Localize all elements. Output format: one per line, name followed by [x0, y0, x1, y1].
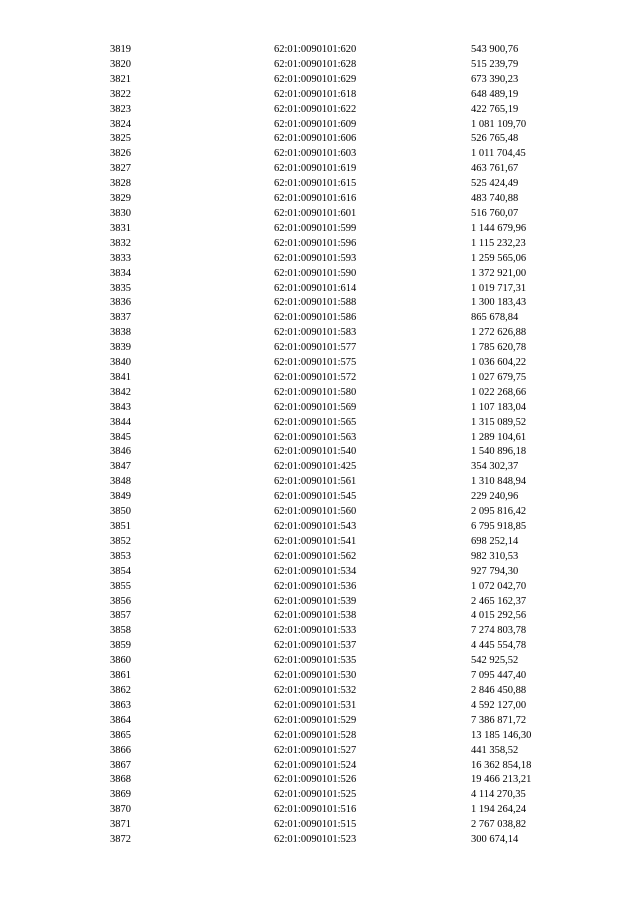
- cadastral-number: 62:01:0090101:590: [274, 267, 357, 279]
- cadastral-number: 62:01:0090101:526: [274, 774, 357, 786]
- cadastral-number: 62:01:0090101:533: [274, 625, 357, 637]
- cadastral-value: 1 036 604,22: [471, 357, 527, 369]
- cadastral-value-table: [110, 43, 591, 848]
- cadastral-value: 1 115 232,23: [471, 237, 526, 249]
- table-row: [110, 147, 591, 162]
- row-number: 3839: [110, 342, 131, 354]
- row-number: 3828: [110, 178, 131, 190]
- table-row: [110, 177, 591, 192]
- table-row: [110, 282, 591, 297]
- row-number: 3840: [110, 357, 131, 369]
- cadastral-number: 62:01:0090101:516: [274, 804, 357, 816]
- row-number: 3847: [110, 461, 131, 473]
- cadastral-value: 982 310,53: [471, 550, 519, 562]
- table-row: [110, 520, 591, 535]
- table-row: [110, 729, 591, 744]
- row-number: 3831: [110, 222, 131, 234]
- cadastral-value: 1 027 679,75: [471, 371, 527, 383]
- cadastral-number: 62:01:0090101:515: [274, 819, 357, 831]
- row-number: 3854: [110, 565, 131, 577]
- row-number: 3823: [110, 103, 131, 115]
- cadastral-number: 62:01:0090101:593: [274, 252, 357, 264]
- table-row: [110, 714, 591, 729]
- cadastral-value: 648 489,19: [471, 88, 519, 100]
- cadastral-number: 62:01:0090101:606: [274, 133, 357, 145]
- table-body: [110, 43, 591, 848]
- cadastral-value: 542 925,52: [471, 655, 519, 667]
- row-number: 3827: [110, 163, 131, 175]
- table-row: [110, 162, 591, 177]
- cadastral-value: 4 114 270,35: [471, 789, 526, 801]
- cadastral-number: 62:01:0090101:534: [274, 565, 357, 577]
- table-row: [110, 595, 591, 610]
- row-number: 3867: [110, 759, 131, 771]
- cadastral-number: 62:01:0090101:540: [274, 446, 357, 458]
- row-number: 3820: [110, 58, 131, 70]
- cadastral-number: 62:01:0090101:560: [274, 506, 357, 518]
- cadastral-value: 543 900,76: [471, 44, 519, 55]
- row-number: 3866: [110, 744, 131, 756]
- row-number: 3850: [110, 506, 131, 518]
- cadastral-number: 62:01:0090101:601: [274, 207, 357, 219]
- table-row: [110, 386, 591, 401]
- cadastral-value: 2 767 038,82: [471, 819, 527, 831]
- cadastral-value: 1 144 679,96: [471, 222, 527, 234]
- cadastral-number: 62:01:0090101:525: [274, 789, 357, 801]
- cadastral-number: 62:01:0090101:629: [274, 73, 357, 85]
- row-number: 3869: [110, 789, 131, 801]
- cadastral-number: 62:01:0090101:619: [274, 163, 357, 175]
- cadastral-value: 1 011 704,45: [471, 148, 526, 160]
- row-number: 3832: [110, 237, 131, 249]
- row-number: 3846: [110, 446, 131, 458]
- cadastral-value: 463 761,67: [471, 163, 519, 175]
- row-number: 3837: [110, 312, 131, 324]
- cadastral-value: 1 072 042,70: [471, 580, 527, 592]
- cadastral-value: 1 540 896,18: [471, 446, 527, 458]
- cadastral-number: 62:01:0090101:620: [274, 44, 357, 55]
- table-row: [110, 505, 591, 520]
- table-row: [110, 654, 591, 669]
- row-number: 3822: [110, 88, 131, 100]
- cadastral-number: 62:01:0090101:569: [274, 401, 357, 413]
- cadastral-value: 13 185 146,30: [471, 729, 532, 741]
- table-row: [110, 445, 591, 460]
- row-number: 3844: [110, 416, 131, 428]
- row-number: 3853: [110, 550, 131, 562]
- table-row: [110, 550, 591, 565]
- cadastral-number: 62:01:0090101:538: [274, 610, 357, 622]
- cadastral-value: 515 239,79: [471, 58, 519, 70]
- cadastral-number: 62:01:0090101:529: [274, 714, 357, 726]
- row-number: 3833: [110, 252, 131, 264]
- cadastral-number: 62:01:0090101:603: [274, 148, 357, 160]
- table-row: [110, 431, 591, 446]
- cadastral-number: 62:01:0090101:535: [274, 655, 357, 667]
- cadastral-value: 354 302,37: [471, 461, 519, 473]
- cadastral-value: 300 674,14: [471, 834, 519, 846]
- table-row: [110, 118, 591, 133]
- cadastral-number: 62:01:0090101:531: [274, 699, 357, 711]
- table-row: [110, 311, 591, 326]
- table-row: [110, 580, 591, 595]
- cadastral-number: 62:01:0090101:588: [274, 297, 357, 309]
- row-number: 3843: [110, 401, 131, 413]
- cadastral-value: 526 765,48: [471, 133, 519, 145]
- table-row: [110, 401, 591, 416]
- cadastral-value: 1 022 268,66: [471, 386, 527, 398]
- table-row: [110, 818, 591, 833]
- cadastral-value: 229 240,96: [471, 491, 519, 503]
- cadastral-value: 525 424,49: [471, 178, 519, 190]
- table-row: [110, 192, 591, 207]
- cadastral-value: 19 466 213,21: [471, 774, 532, 786]
- row-number: 3872: [110, 834, 131, 846]
- table-row: [110, 535, 591, 550]
- table-row: [110, 833, 591, 848]
- cadastral-value: 1 019 717,31: [471, 282, 527, 294]
- cadastral-value: 1 259 565,06: [471, 252, 527, 264]
- cadastral-value: 7 274 803,78: [471, 625, 527, 637]
- row-number: 3858: [110, 625, 131, 637]
- cadastral-value: 1 315 089,52: [471, 416, 527, 428]
- cadastral-value: 516 760,07: [471, 207, 519, 219]
- table-row: [110, 803, 591, 818]
- row-number: 3851: [110, 521, 131, 532]
- cadastral-number: 62:01:0090101:614: [274, 282, 357, 294]
- cadastral-number: 62:01:0090101:622: [274, 103, 357, 115]
- row-number: 3865: [110, 729, 131, 741]
- table-row: [110, 669, 591, 684]
- row-number: 3829: [110, 193, 131, 205]
- cadastral-number: 62:01:0090101:575: [274, 357, 357, 369]
- cadastral-number: 62:01:0090101:596: [274, 237, 357, 249]
- row-number: 3819: [110, 44, 131, 55]
- cadastral-number: 62:01:0090101:524: [274, 759, 357, 771]
- cadastral-value: 1 272 626,88: [471, 327, 527, 339]
- row-number: 3848: [110, 476, 131, 488]
- cadastral-number: 62:01:0090101:599: [274, 222, 357, 234]
- row-number: 3830: [110, 207, 131, 219]
- table-row: [110, 624, 591, 639]
- row-number: 3870: [110, 804, 131, 816]
- cadastral-number: 62:01:0090101:545: [274, 491, 357, 503]
- cadastral-value: 2 846 450,88: [471, 684, 527, 696]
- row-number: 3849: [110, 491, 131, 503]
- table-row: [110, 341, 591, 356]
- table-row: [110, 759, 591, 774]
- table-row: [110, 58, 591, 73]
- row-number: 3871: [110, 819, 131, 831]
- cadastral-number: 62:01:0090101:532: [274, 684, 357, 696]
- cadastral-number: 62:01:0090101:565: [274, 416, 357, 428]
- row-number: 3857: [110, 610, 131, 622]
- row-number: 3864: [110, 714, 131, 726]
- cadastral-number: 62:01:0090101:572: [274, 371, 357, 383]
- cadastral-number: 62:01:0090101:609: [274, 118, 357, 130]
- cadastral-number: 62:01:0090101:615: [274, 178, 357, 190]
- table-row: [110, 267, 591, 282]
- cadastral-value: 1 194 264,24: [471, 804, 527, 816]
- cadastral-value: 1 372 921,00: [471, 267, 527, 279]
- cadastral-value: 1 785 620,78: [471, 342, 527, 354]
- row-number: 3836: [110, 297, 131, 309]
- cadastral-value: 865 678,84: [471, 312, 519, 324]
- cadastral-value: 1 300 183,43: [471, 297, 527, 309]
- row-number: 3863: [110, 699, 131, 711]
- cadastral-value: 4 015 292,56: [471, 610, 527, 622]
- table-row: [110, 773, 591, 788]
- table-row: [110, 356, 591, 371]
- table-row: [110, 237, 591, 252]
- row-number: 3855: [110, 580, 131, 592]
- cadastral-number: 62:01:0090101:425: [274, 461, 357, 473]
- table-row: [110, 88, 591, 103]
- cadastral-number: 62:01:0090101:543: [274, 521, 357, 532]
- row-number: 3825: [110, 133, 131, 145]
- row-number: 3861: [110, 670, 131, 682]
- row-number: 3834: [110, 267, 131, 279]
- table-row: [110, 699, 591, 714]
- row-number: 3859: [110, 640, 131, 652]
- cadastral-value: 6 795 918,85: [471, 521, 527, 532]
- cadastral-number: 62:01:0090101:562: [274, 550, 357, 562]
- row-number: 3824: [110, 118, 131, 130]
- table-row: [110, 207, 591, 222]
- cadastral-value: 16 362 854,18: [471, 759, 532, 771]
- row-number: 3826: [110, 148, 131, 160]
- table-row: [110, 103, 591, 118]
- cadastral-value: 2 095 816,42: [471, 506, 527, 518]
- cadastral-number: 62:01:0090101:528: [274, 729, 357, 741]
- cadastral-value: 483 740,88: [471, 193, 519, 205]
- row-number: 3835: [110, 282, 131, 294]
- row-number: 3852: [110, 535, 131, 547]
- cadastral-value: 4 445 554,78: [471, 640, 527, 652]
- table-row: [110, 296, 591, 311]
- cadastral-value: 2 465 162,37: [471, 595, 527, 607]
- table-row: [110, 744, 591, 759]
- cadastral-number: 62:01:0090101:586: [274, 312, 357, 324]
- table-row: [110, 371, 591, 386]
- table-row: [110, 639, 591, 654]
- cadastral-number: 62:01:0090101:563: [274, 431, 357, 443]
- cadastral-number: 62:01:0090101:628: [274, 58, 357, 70]
- cadastral-value: 422 765,19: [471, 103, 519, 115]
- cadastral-number: 62:01:0090101:618: [274, 88, 357, 100]
- table-row: [110, 609, 591, 624]
- row-number: 3838: [110, 327, 131, 339]
- cadastral-number: 62:01:0090101:537: [274, 640, 357, 652]
- cadastral-number: 62:01:0090101:580: [274, 386, 357, 398]
- row-number: 3841: [110, 371, 131, 383]
- cadastral-value: 1 081 109,70: [471, 118, 527, 130]
- cadastral-value: 441 358,52: [471, 744, 519, 756]
- table-row: [110, 43, 591, 58]
- row-number: 3868: [110, 774, 131, 786]
- table-row: [110, 222, 591, 237]
- row-number: 3856: [110, 595, 131, 607]
- cadastral-value: 4 592 127,00: [471, 699, 527, 711]
- cadastral-value: 7 095 447,40: [471, 670, 527, 682]
- cadastral-value: 1 289 104,61: [471, 431, 527, 443]
- table-row: [110, 684, 591, 699]
- table-row: [110, 252, 591, 267]
- cadastral-value: 1 310 848,94: [471, 476, 527, 488]
- cadastral-number: 62:01:0090101:616: [274, 193, 357, 205]
- cadastral-value: 1 107 183,04: [471, 401, 527, 413]
- cadastral-number: 62:01:0090101:527: [274, 744, 357, 756]
- cadastral-number: 62:01:0090101:583: [274, 327, 357, 339]
- cadastral-number: 62:01:0090101:530: [274, 670, 357, 682]
- cadastral-number: 62:01:0090101:577: [274, 342, 357, 354]
- cadastral-value: 927 794,30: [471, 565, 519, 577]
- table-row: [110, 490, 591, 505]
- row-number: 3860: [110, 655, 131, 667]
- table-row: [110, 73, 591, 88]
- cadastral-value: 698 252,14: [471, 535, 519, 547]
- cadastral-value: 7 386 871,72: [471, 714, 527, 726]
- cadastral-number: 62:01:0090101:539: [274, 595, 357, 607]
- cadastral-value: 673 390,23: [471, 73, 519, 85]
- cadastral-number: 62:01:0090101:523: [274, 834, 357, 846]
- table-row: [110, 326, 591, 341]
- table-row: [110, 788, 591, 803]
- cadastral-number: 62:01:0090101:541: [274, 535, 357, 547]
- table-row: [110, 132, 591, 147]
- row-number: 3862: [110, 684, 131, 696]
- table-row: [110, 565, 591, 580]
- row-number: 3845: [110, 431, 131, 443]
- table-row: [110, 475, 591, 490]
- table-row: [110, 460, 591, 475]
- table-row: [110, 416, 591, 431]
- row-number: 3842: [110, 386, 131, 398]
- cadastral-number: 62:01:0090101:536: [274, 580, 357, 592]
- row-number: 3821: [110, 73, 131, 85]
- cadastral-number: 62:01:0090101:561: [274, 476, 357, 488]
